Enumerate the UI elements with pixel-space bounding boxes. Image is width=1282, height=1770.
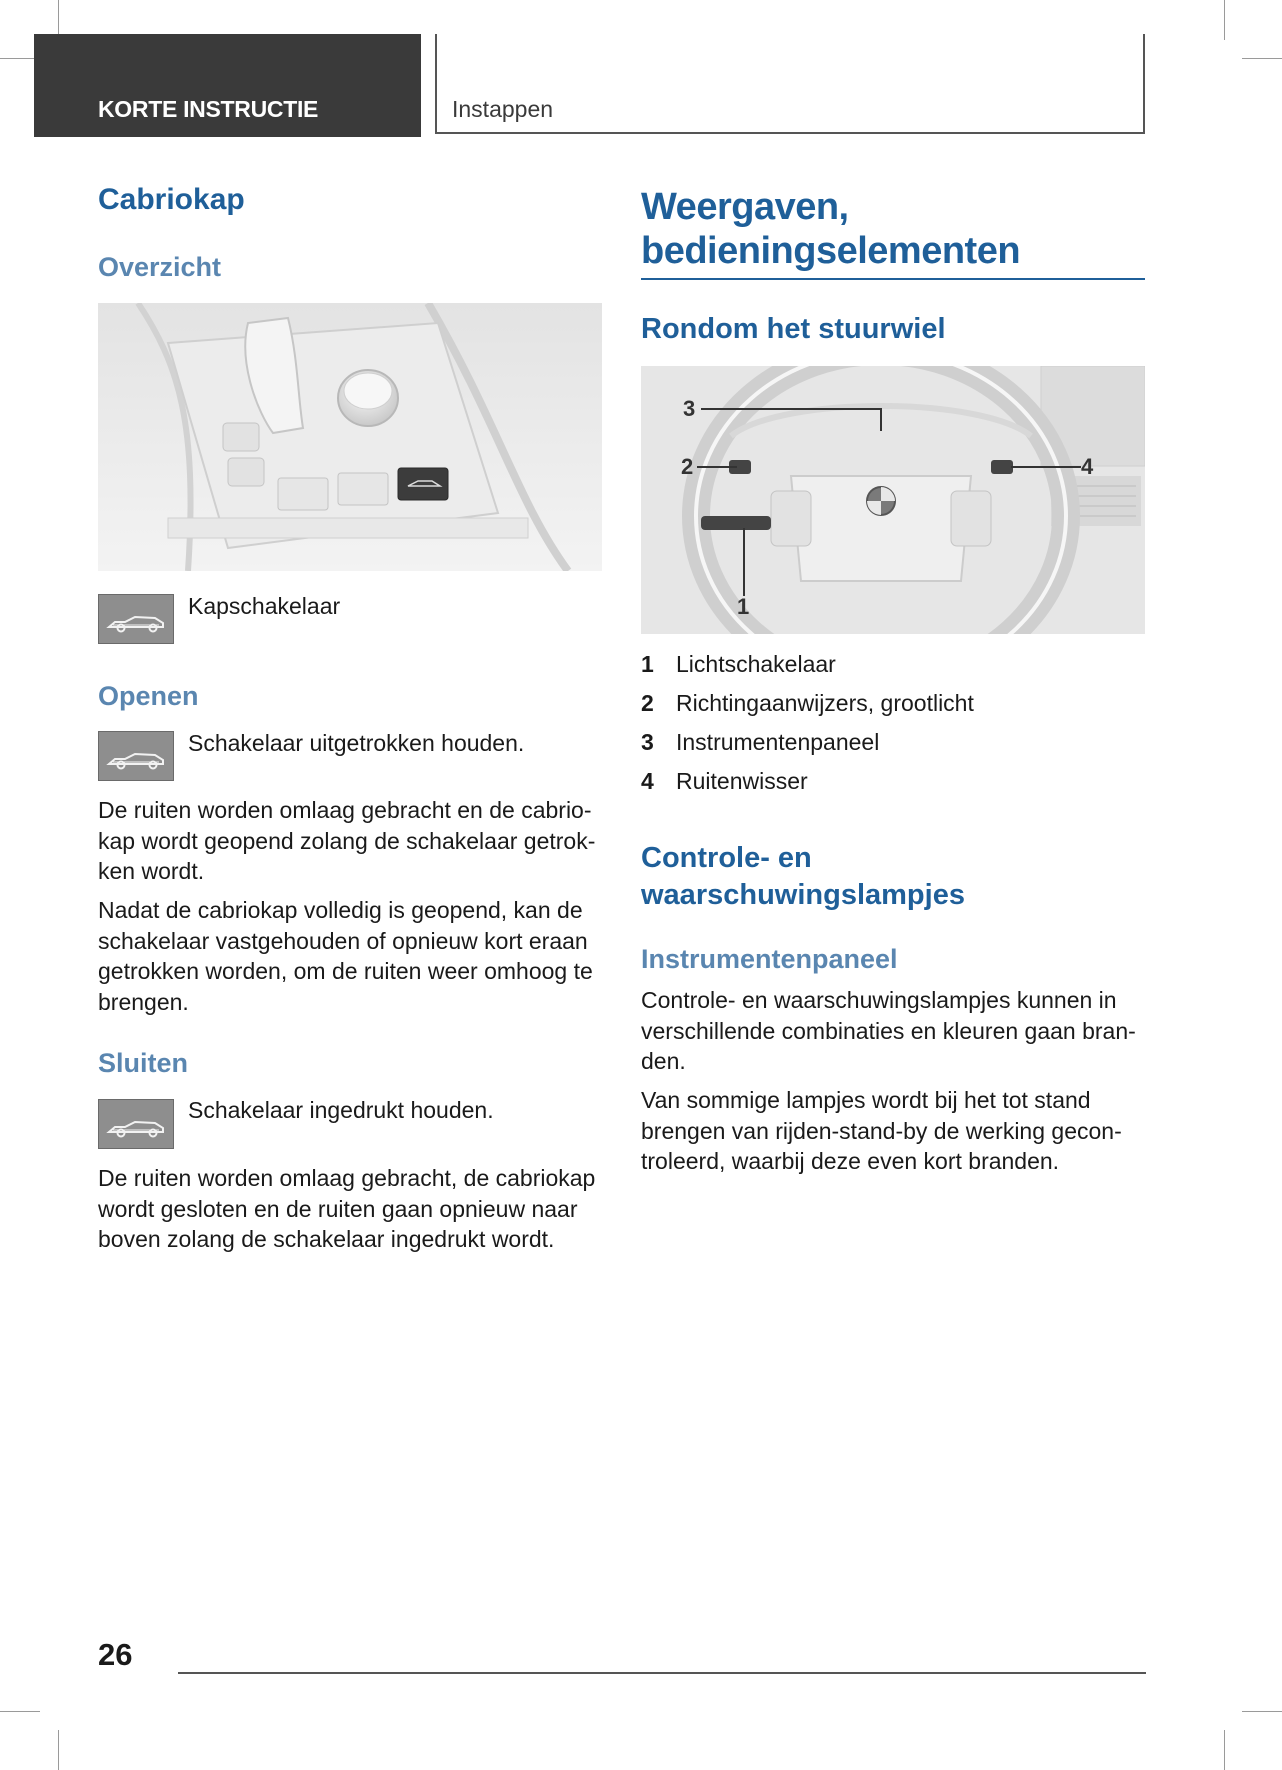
text-line: verschillende combinaties en kleuren gaan bran- <box>641 1017 1136 1044</box>
paragraph-openen-1 <box>98 795 618 887</box>
list-item <box>641 651 974 690</box>
text-line: getrokken worden, om de ruiten weer omhoog te <box>98 958 593 984</box>
convertible-car-icon <box>98 731 174 781</box>
crop-mark <box>58 1730 59 1770</box>
center-console-illustration <box>98 303 602 571</box>
text-line: Controle- en waarschuwingslampjes kunnen in <box>641 987 1117 1013</box>
legend-list <box>641 651 974 807</box>
icon-label-openen: Schakelaar uitgetrokken houden. <box>188 730 525 756</box>
crop-mark <box>1224 0 1225 40</box>
list-label: Ruitenwisser <box>676 768 808 794</box>
list-label: Richtingaanwijzers, grootlicht <box>676 690 974 716</box>
list-number: 4 <box>641 768 654 794</box>
list-item <box>641 729 974 768</box>
text-line: den. <box>641 1048 686 1074</box>
convertible-car-icon <box>98 1099 174 1149</box>
title-line: bedieningselementen <box>641 230 1021 272</box>
list-item <box>641 768 974 807</box>
icon-label-kapschakelaar: Kapschakelaar <box>188 593 341 619</box>
steering-wheel-illustration <box>641 366 1145 634</box>
list-label: Lichtschakelaar <box>676 651 836 677</box>
footer-rule <box>178 1672 1146 1674</box>
header-chapter-label: Instappen <box>452 96 554 122</box>
crop-mark <box>1242 1711 1282 1712</box>
callout-2: 2 <box>681 454 694 479</box>
text-line: De ruiten worden omlaag gebracht en de cabrio- <box>98 797 592 823</box>
text-line: schakelaar vastgehouden of opnieuw kort eraan <box>98 927 588 954</box>
heading-line: Controle- en <box>641 842 812 874</box>
heading-openen: Openen <box>98 681 199 711</box>
steering-wheel-image <box>641 366 1145 634</box>
text-line: troleerd, waarbij deze even kort branden. <box>641 1148 1060 1174</box>
list-label: Instrumentenpaneel <box>676 729 880 755</box>
header-section-label: KORTE INSTRUCTIE <box>98 96 319 122</box>
list-number: 2 <box>641 690 654 716</box>
center-console-image <box>98 303 602 571</box>
text-line: Nadat de cabriokap volledig is geopend, kan de <box>98 897 583 923</box>
title-underline <box>641 278 1145 280</box>
heading-line: waarschuwingslampjes <box>641 879 965 911</box>
list-number: 1 <box>641 651 654 677</box>
heading-sluiten: Sluiten <box>98 1048 189 1078</box>
text-line: brengen van rijden-stand-by de werking gecon- <box>641 1117 1122 1144</box>
text-line: boven zolang de schakelaar ingedrukt wordt. <box>98 1226 555 1252</box>
text-line: De ruiten worden omlaag gebracht, de cabriokap <box>98 1165 596 1191</box>
paragraph-sluiten <box>98 1163 618 1255</box>
text-line: Van sommige lampjes wordt bij het tot stand <box>641 1087 1091 1113</box>
title-line: Weergaven, <box>641 186 849 228</box>
text-line: kap wordt geopend zolang de schakelaar getrok- <box>98 827 596 854</box>
section-title-cabriokap: Cabriokap <box>98 183 245 216</box>
section-title-weergaven <box>641 185 1020 273</box>
page-number: 26 <box>98 1637 133 1672</box>
heading-controle-lampjes <box>641 840 965 914</box>
crop-mark <box>0 1711 40 1712</box>
text-line: brengen. <box>98 988 189 1015</box>
paragraph-lampjes-2 <box>641 1085 1161 1177</box>
list-number: 3 <box>641 729 654 755</box>
convertible-car-icon <box>98 594 174 644</box>
callout-3: 3 <box>683 396 696 421</box>
icon-label-sluiten: Schakelaar ingedrukt houden. <box>188 1097 494 1123</box>
paragraph-lampjes-1 <box>641 985 1161 1077</box>
list-item <box>641 690 974 729</box>
heading-rondom-stuurwiel: Rondom het stuurwiel <box>641 313 946 345</box>
crop-mark <box>1224 1730 1225 1770</box>
crop-mark <box>1242 58 1282 59</box>
text-line: wordt gesloten en de ruiten gaan opnieuw naar <box>98 1195 578 1222</box>
text-line: ken wordt. <box>98 858 205 884</box>
callout-1: 1 <box>737 594 750 619</box>
paragraph-openen-2 <box>98 895 618 1017</box>
heading-overzicht: Overzicht <box>98 252 222 282</box>
heading-instrumentenpaneel: Instrumentenpaneel <box>641 944 898 974</box>
callout-4: 4 <box>1081 454 1094 479</box>
